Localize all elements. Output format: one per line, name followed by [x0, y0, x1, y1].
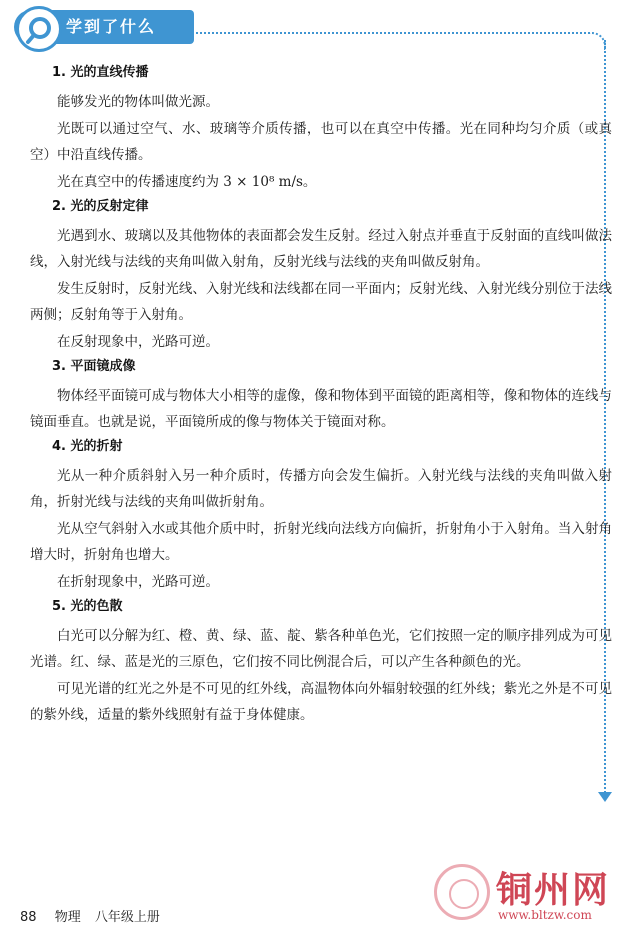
magnifier-logo-icon	[16, 6, 62, 52]
seal-icon	[434, 864, 490, 920]
summary-content	[30, 62, 612, 729]
section-title: 1. 光的直线传播	[52, 65, 149, 80]
paragraph: 白光可以分解为红、橙、黄、绿、蓝、靛、紫各种单色光，它们按照一定的顺序排列成为可见光谱。红、绿、蓝是光的三原色，它们按不同比例混合后，可以产生各种颜色的光。	[30, 628, 612, 670]
page-footer	[20, 906, 170, 925]
section-title: 2. 光的反射定律	[52, 199, 149, 214]
paragraph: 物体经平面镜可成与物体大小相等的虚像，像和物体到平面镜的距离相等，像和物体的连线与镜面垂直。也就是说，平面镜所成的像与物体关于镜面对称。	[30, 388, 612, 430]
section-1	[30, 62, 612, 195]
section-2	[30, 196, 612, 355]
section-title: 3. 平面镜成像	[52, 359, 136, 374]
paragraph: 能够发光的物体叫做光源。	[57, 94, 219, 110]
section-3	[30, 356, 612, 435]
grade-label: 八年级上册	[94, 910, 160, 925]
section-4	[30, 436, 612, 595]
section-5	[30, 596, 612, 728]
arrow-down-icon	[598, 792, 612, 802]
paragraph: 发生反射时，反射光线、入射光线和法线都在同一平面内；反射光线、入射光线分别位于法线两侧；反射角等于入射角。	[30, 281, 612, 323]
paragraph: 在折射现象中，光路可逆。	[57, 574, 219, 590]
paragraph: 光从一种介质斜射入另一种介质时，传播方向会发生偏折。入射光线与法线的夹角叫做入射角，折射光线与法线的夹角叫做折射角。	[30, 468, 612, 510]
section-title: 4. 光的折射	[52, 439, 123, 454]
paragraph: 可见光谱的红光之外是不可见的红外线，高温物体向外辐射较强的红外线；紫光之外是不可见的紫外线，适量的紫外线照射有益于身体健康。	[30, 681, 612, 723]
dotted-guide-line	[160, 32, 590, 34]
paragraph: 光既可以通过空气、水、玻璃等介质传播，也可以在真空中传播。光在同种均匀介质（或真空）中沿直线传播。	[30, 121, 612, 163]
paragraph: 光在真空中的传播速度约为 3 × 10⁸ m/s。	[57, 174, 317, 190]
page-number: 88	[20, 910, 37, 925]
site-watermark	[430, 860, 620, 926]
watermark-url: www.bltzw.com	[498, 908, 592, 922]
watermark-name: 铜州网	[496, 869, 611, 911]
paragraph: 在反射现象中，光路可逆。	[57, 334, 219, 350]
paragraph: 光遇到水、玻璃以及其他物体的表面都会发生反射。经过入射点并垂直于反射面的直线叫做法线，入射光线与法线的夹角叫做入射角，反射光线与法线的夹角叫做反射角。	[30, 228, 612, 270]
banner-title: 学到了什么	[66, 17, 157, 36]
subject-label: 物理	[54, 910, 81, 925]
section-title: 5. 光的色散	[52, 599, 123, 614]
paragraph: 光从空气斜射入水或其他介质中时，折射光线向法线方向偏折，折射角小于入射角。当入射角增大时，折射角也增大。	[30, 521, 612, 563]
